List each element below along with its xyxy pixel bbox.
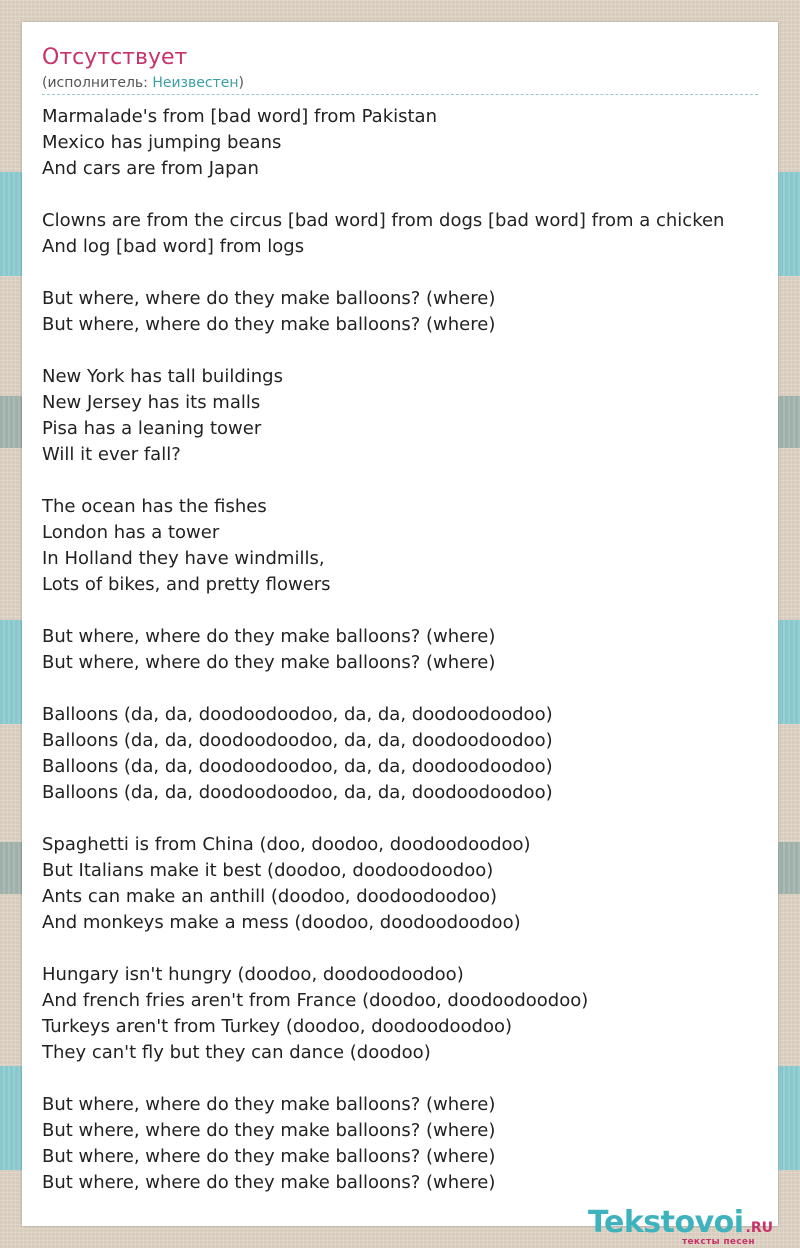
lyric-line: Ants can make an anthill (doodoo, doodoodoodoo) (42, 886, 498, 907)
lyric-line: But where, where do they make balloons? (where) (42, 1172, 496, 1193)
lyric-line: Marmalade's from [bad word] from Pakistan (42, 106, 437, 127)
lyric-line: And log [bad word] from logs (42, 236, 305, 257)
lyric-line: Balloons (da, da, doodoodoodoo, da, da, doodoodoodoo) (42, 782, 553, 803)
stanza-break (42, 260, 762, 286)
lyric-line: And cars are from Japan (42, 158, 259, 179)
stanza-break (42, 806, 762, 832)
lyric-line: Hungary isn't hungry (doodoo, doodoodoodoo) (42, 964, 464, 985)
song-title: Отсутствует (42, 45, 188, 70)
artist-link[interactable]: Неизвестен (152, 75, 239, 91)
logo-tagline: тексты песен (682, 1237, 755, 1247)
lyric-line: The ocean has the fishes (42, 496, 267, 517)
stanza-break (42, 676, 762, 702)
stanza-break (42, 1066, 762, 1092)
artist-suffix: ) (238, 75, 244, 91)
lyric-line: Turkeys aren't from Turkey (doodoo, doodoodoodoo) (42, 1016, 513, 1037)
lyric-line: They can't fly but they can dance (doodoo) (42, 1042, 431, 1063)
lyric-line: Lots of bikes, and pretty flowers (42, 574, 331, 595)
stanza-break (42, 936, 762, 962)
lyric-line: London has a tower (42, 522, 220, 543)
lyric-line: Will it ever fall? (42, 444, 181, 465)
lyrics-card (22, 22, 778, 1247)
artist-line (42, 74, 758, 95)
stanza-break (42, 468, 762, 494)
logo-name: Tekstovoi (588, 1205, 744, 1240)
lyric-line: New York has tall buildings (42, 366, 283, 387)
lyrics-text (42, 104, 762, 1196)
lyric-line: Balloons (da, da, doodoodoodoo, da, da, doodoodoodoo) (42, 756, 553, 777)
lyric-line: New Jersey has its malls (42, 392, 261, 413)
lyric-line: Clowns are from the circus [bad word] from dogs [bad word] from a chicken (42, 210, 725, 231)
lyric-line: And french fries aren't from France (doodoo, doodoodoodoo) (42, 990, 589, 1011)
lyric-line: But Italians make it best (doodoo, doodoodoodoo) (42, 860, 494, 881)
lyric-line: Mexico has jumping beans (42, 132, 282, 153)
lyric-line: Spaghetti is from China (doo, doodoo, doodoodoodoo) (42, 834, 531, 855)
lyric-line: But where, where do they make balloons? (where) (42, 314, 496, 335)
lyric-line: But where, where do they make balloons? (where) (42, 1120, 496, 1141)
lyric-line: But where, where do they make balloons? (where) (42, 1094, 496, 1115)
lyric-line: Balloons (da, da, doodoodoodoo, da, da, doodoodoodoo) (42, 730, 553, 751)
lyric-line: And monkeys make a mess (doodoo, doodoodoodoo) (42, 912, 521, 933)
stanza-break (42, 598, 762, 624)
logo-tld: .RU (745, 1220, 774, 1236)
lyric-line: But where, where do they make balloons? (where) (42, 1146, 496, 1167)
site-logo[interactable] (588, 1207, 798, 1247)
artist-prefix: (исполнитель: (42, 75, 153, 91)
lyric-line: Balloons (da, da, doodoodoodoo, da, da, doodoodoodoo) (42, 704, 553, 725)
lyric-line: In Holland they have windmills, (42, 548, 325, 569)
stanza-break (42, 338, 762, 364)
lyric-line: But where, where do they make balloons? (where) (42, 652, 496, 673)
lyric-line: But where, where do they make balloons? (where) (42, 288, 496, 309)
stanza-break (42, 182, 762, 208)
lyric-line: But where, where do they make balloons? (where) (42, 626, 496, 647)
lyric-line: Pisa has a leaning tower (42, 418, 262, 439)
